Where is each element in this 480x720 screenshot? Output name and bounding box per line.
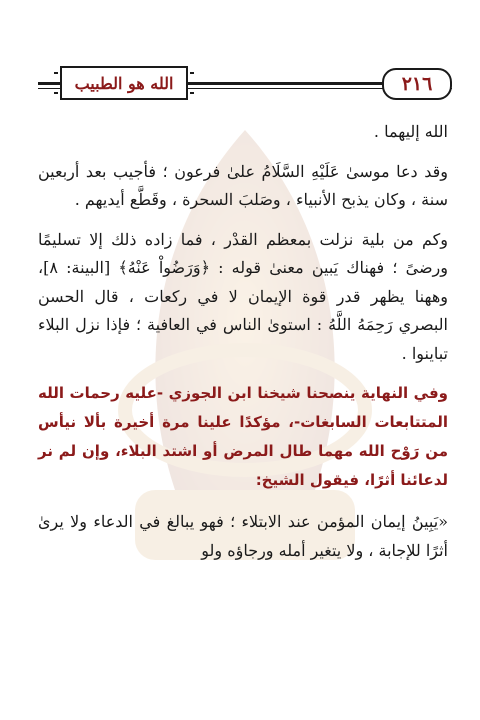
page-body xyxy=(38,118,448,576)
page-header xyxy=(38,64,452,100)
paragraph-3: وكم من بلية نزلت بمعظم القدْر ، فما زاده ذلك إلا تسليمًا ورضىً ؛ فهناك يَبين معنىٰ قوله : ﴿وَرَضُواْ عَنْهُ﴾ [البينة: ٨]، وههنا يظهر قدر قوة الإيمان لا في ركعات ، قال الحسن البصري رَحِمَهُ اللَّهُ : استوىٰ الناس في العافية ؛ فإذا نزل البلاء تباينوا . xyxy=(38,229,448,363)
page-number: ٢١٦ xyxy=(382,68,452,100)
highlighted-paragraph: وفي النهاية ينصحنا شيخنا ابن الجوزي -عليه رحمات الله المتتابعات السابغات-، مؤكدًا علينا مرة أخيرة بألا نيأس من رَوْح الله مهما طال المرض أو اشتد البلاء، وإن لم نر لدعائنا أثرًا، فيقول الشيخ: xyxy=(38,384,448,489)
paragraph-2: وقد دعا موسىٰ عَلَيْهِ السَّلَامُ علىٰ فرعون ؛ فأجيب بعد أربعين سنة ، وكان يذبح الأنبياء ، وصَلبَ السحرة ، وقَطَّع أيديهم . xyxy=(38,161,448,209)
running-title: الله هو الطبيب xyxy=(60,66,188,100)
paragraph-1: الله إليهما . xyxy=(373,122,448,141)
quote-paragraph: «يَبِينُ إيمان المؤمن عند الابتلاء ؛ فهو يبالغ في الدعاء ولا يرىٰ أثرًا للإجابة ، ولا يتغير أمله ورجاؤه ولو xyxy=(38,512,448,560)
